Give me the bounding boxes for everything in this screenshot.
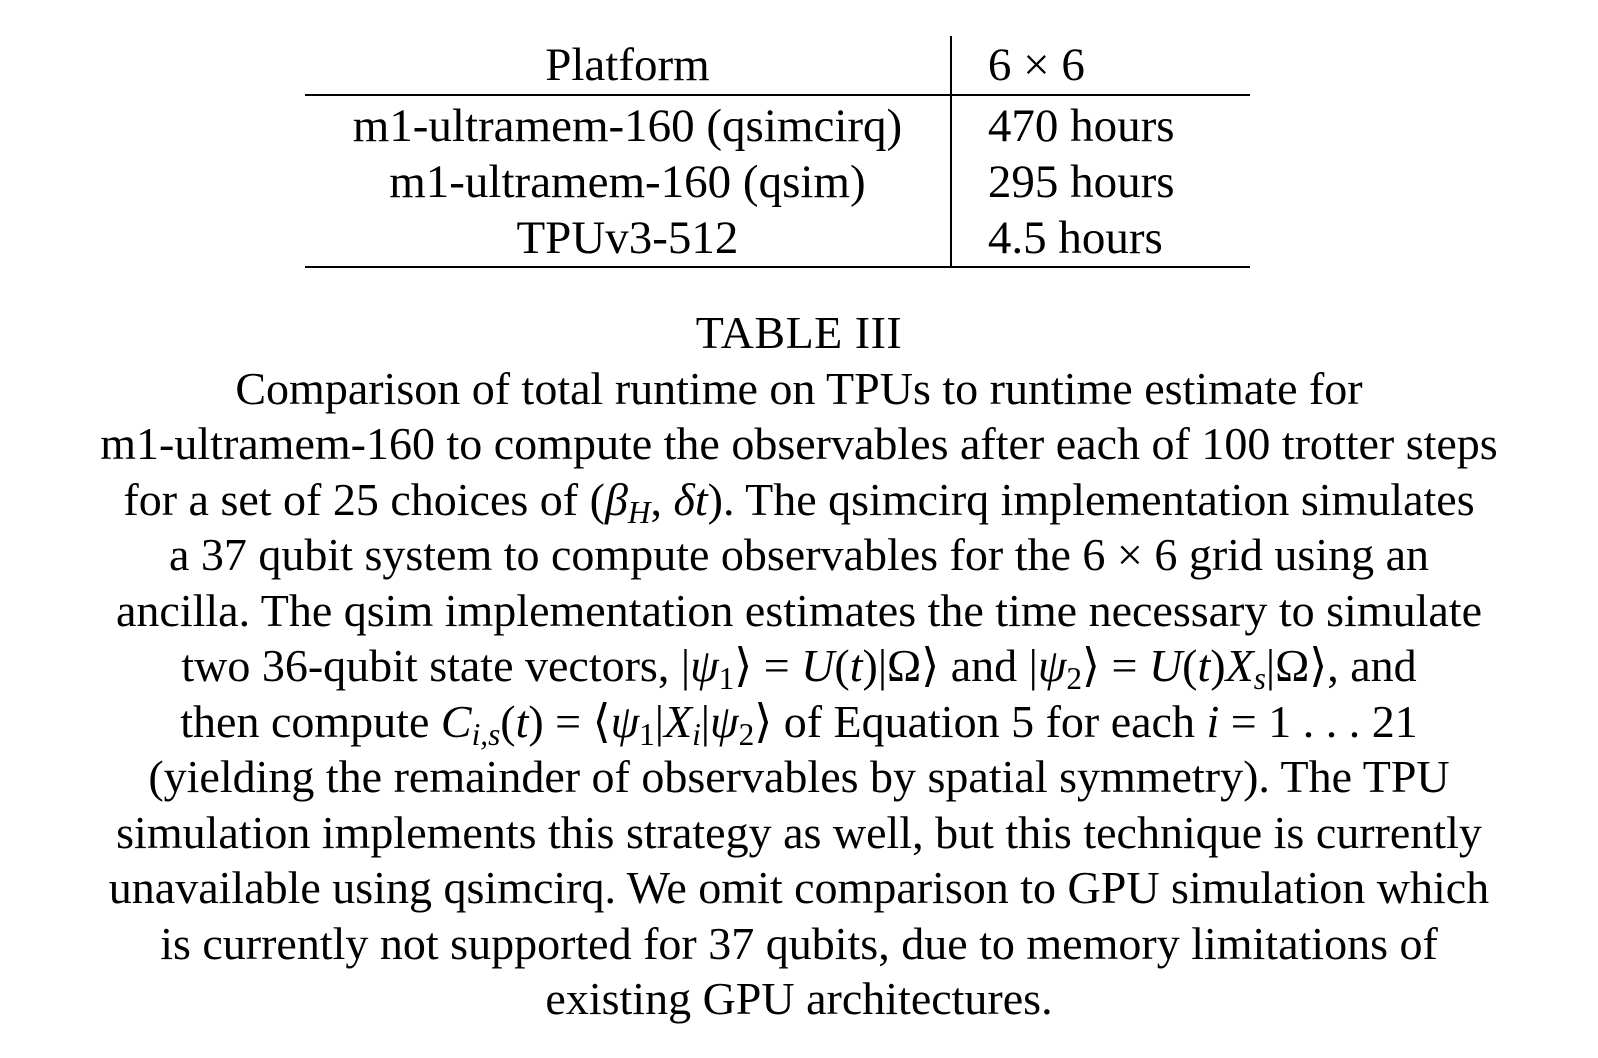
runtime-comparison-table xyxy=(305,36,1250,268)
runtime-table-container xyxy=(305,36,1250,268)
runtime-cell: 470 hours xyxy=(987,100,1175,152)
caption-text: , and xyxy=(1327,640,1417,691)
runtime-cell: 4.5 hours xyxy=(951,210,1250,267)
caption-text: of Equation 5 for each xyxy=(772,695,1207,747)
caption-line: is currently not supported for 37 qubits, due to memory limitations of xyxy=(160,917,1438,969)
caption-line-with-math: for a set of 25 choices of ($\beta_H$, δt). The qsimcirq implementation simulates xyxy=(123,473,1475,530)
caption-line: ancilla. The qsim implementation estimates the time necessary to simulate xyxy=(115,584,1482,636)
table-label: TABLE III xyxy=(695,307,903,358)
caption-line-with-math: two 36-qubit state vectors, $|\psi_1⟩$ = U(t)|Ω⟩ and $|\psi_2⟩$ = $U(t)X_s|\Omega⟩$, and xyxy=(181,640,1417,696)
caption-text: two 36-qubit state vectors, xyxy=(181,640,681,691)
caption-line: m1-ultramem-160 to compute the observables after each of 100 trotter steps xyxy=(100,418,1498,469)
runtime-cell: 295 hours xyxy=(987,156,1175,208)
header-grid-size: 6 × 6 xyxy=(951,36,1250,95)
table-row xyxy=(305,95,1250,154)
header-platform: Platform xyxy=(305,36,951,95)
caption-text: and xyxy=(939,640,1029,691)
platform-cell: TPUv3-512 xyxy=(305,210,951,267)
table-row xyxy=(305,210,1250,267)
table-header-row xyxy=(305,36,1250,95)
caption-line: Comparison of total runtime on TPUs to runtime estimate for xyxy=(235,362,1363,414)
caption-text: = 1 . . . 21 xyxy=(1219,695,1418,747)
caption-line-with-math: then compute $C_{i,s}(t)$ = $⟨\psi_1|X_i|\psi_2⟩$ of Equation 5 for each i = 1 . . . 21 xyxy=(180,695,1418,752)
caption-line: simulation implements this strategy as well, but this technique is currently xyxy=(116,806,1482,858)
table-row xyxy=(305,154,1250,210)
caption-text: for a set of 25 choices of xyxy=(123,473,590,525)
caption-line: unavailable using qsimcirq. We omit comparison to GPU simulation which xyxy=(108,862,1490,913)
table-caption xyxy=(0,305,1598,1027)
caption-line: a 37 qubit system to compute observables for the 6 × 6 grid using an xyxy=(168,529,1430,580)
caption-line: (yielding the remainder of observables by spatial symmetry). The TPU xyxy=(148,751,1450,802)
caption-text: . The qsimcirq implementation simulates xyxy=(722,473,1475,525)
platform-cell: m1-ultramem-160 (qsim) xyxy=(305,154,951,210)
platform-cell: m1-ultramem-160 (qsimcirq) xyxy=(305,95,951,154)
caption-text: then compute xyxy=(180,695,441,747)
caption-line: existing GPU architectures. xyxy=(545,973,1053,1024)
